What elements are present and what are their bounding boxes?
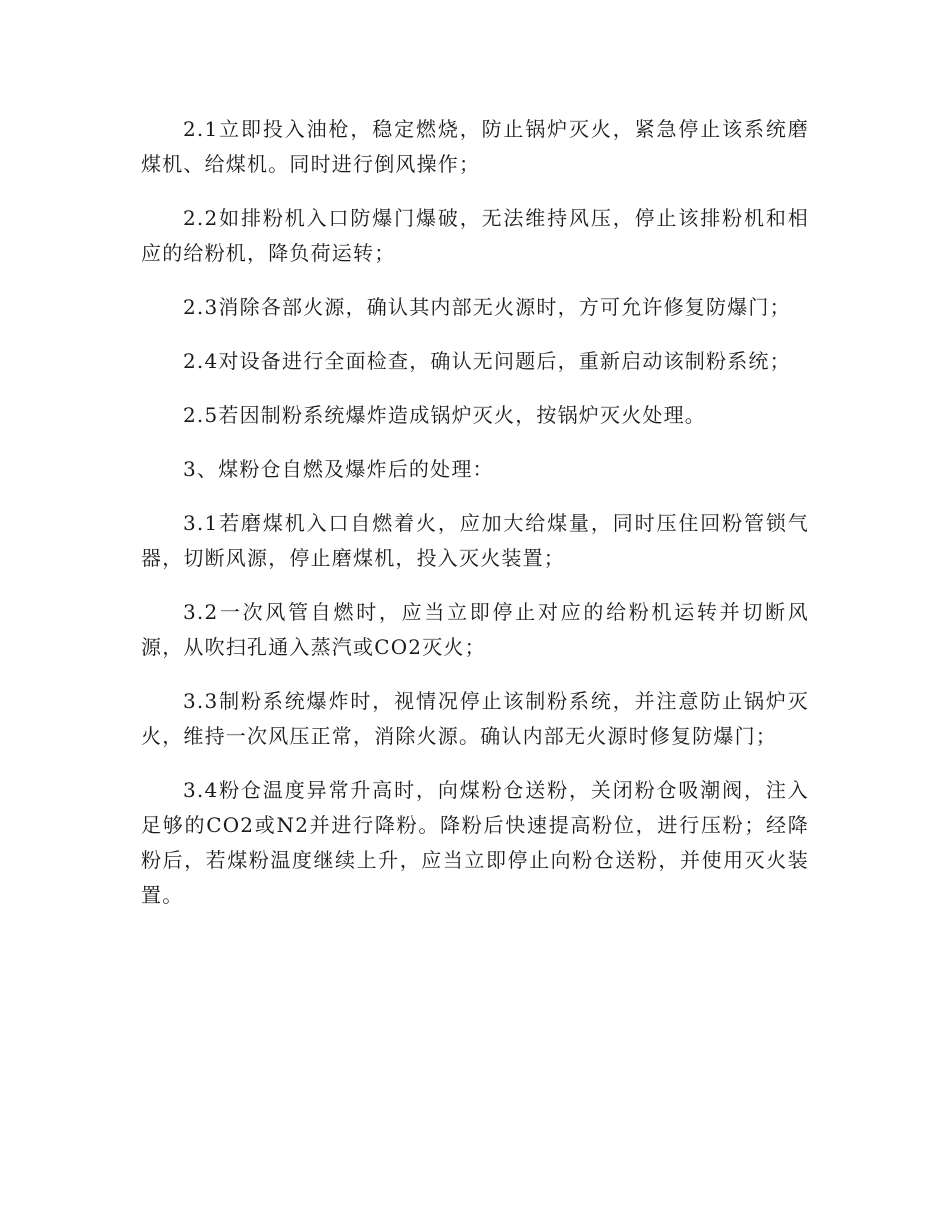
paragraph-3-4: 3.4粉仓温度异常升高时，向煤粉仓送粉，关闭粉仓吸潮阀，注入足够的CO2或N2并进行降粉。降粉后快速提高粉位，进行压粉；经降粉后，若煤粉温度继续上升，应当立即停止向粉仓送粉，并使用灭火装置。 [141, 778, 809, 907]
section-heading-3: 3、煤粉仓自燃及爆炸后的处理： [183, 457, 494, 481]
paragraph-3-3: 3.3制粉系统爆炸时，视情况停止该制粉系统，并注意防止锅炉灭火，维持一次风压正常，消除火源。确认内部无火源时修复防爆门； [141, 689, 809, 748]
paragraph-2-3: 2.3消除各部火源，确认其内部无火源时，方可允许修复防爆门； [183, 295, 791, 319]
paragraph-2-2: 2.2如排粉机入口防爆门爆破，无法维持风压，停止该排粉机和相应的给粉机，降负荷运转； [141, 206, 809, 265]
document-body [141, 112, 809, 932]
paragraph-3-2: 3.2一次风管自燃时，应当立即停止对应的给粉机运转并切断风源，从吹扫孔通入蒸汽或CO2灭火； [141, 600, 809, 659]
paragraph-2-5: 2.5若因制粉系统爆炸造成锅炉灭火，按锅炉灭火处理。 [183, 403, 707, 427]
paragraph-2-4: 2.4对设备进行全面检查，确认无问题后，重新启动该制粉系统； [183, 349, 791, 373]
paragraph-2-1: 2.1立即投入油枪，稳定燃烧，防止锅炉灭火，紧急停止该系统磨煤机、给煤机。同时进行倒风操作； [141, 117, 809, 176]
paragraph-3-1: 3.1若磨煤机入口自燃着火，应加大给煤量，同时压住回粉管锁气器，切断风源，停止磨煤机，投入灭火装置； [141, 511, 809, 570]
